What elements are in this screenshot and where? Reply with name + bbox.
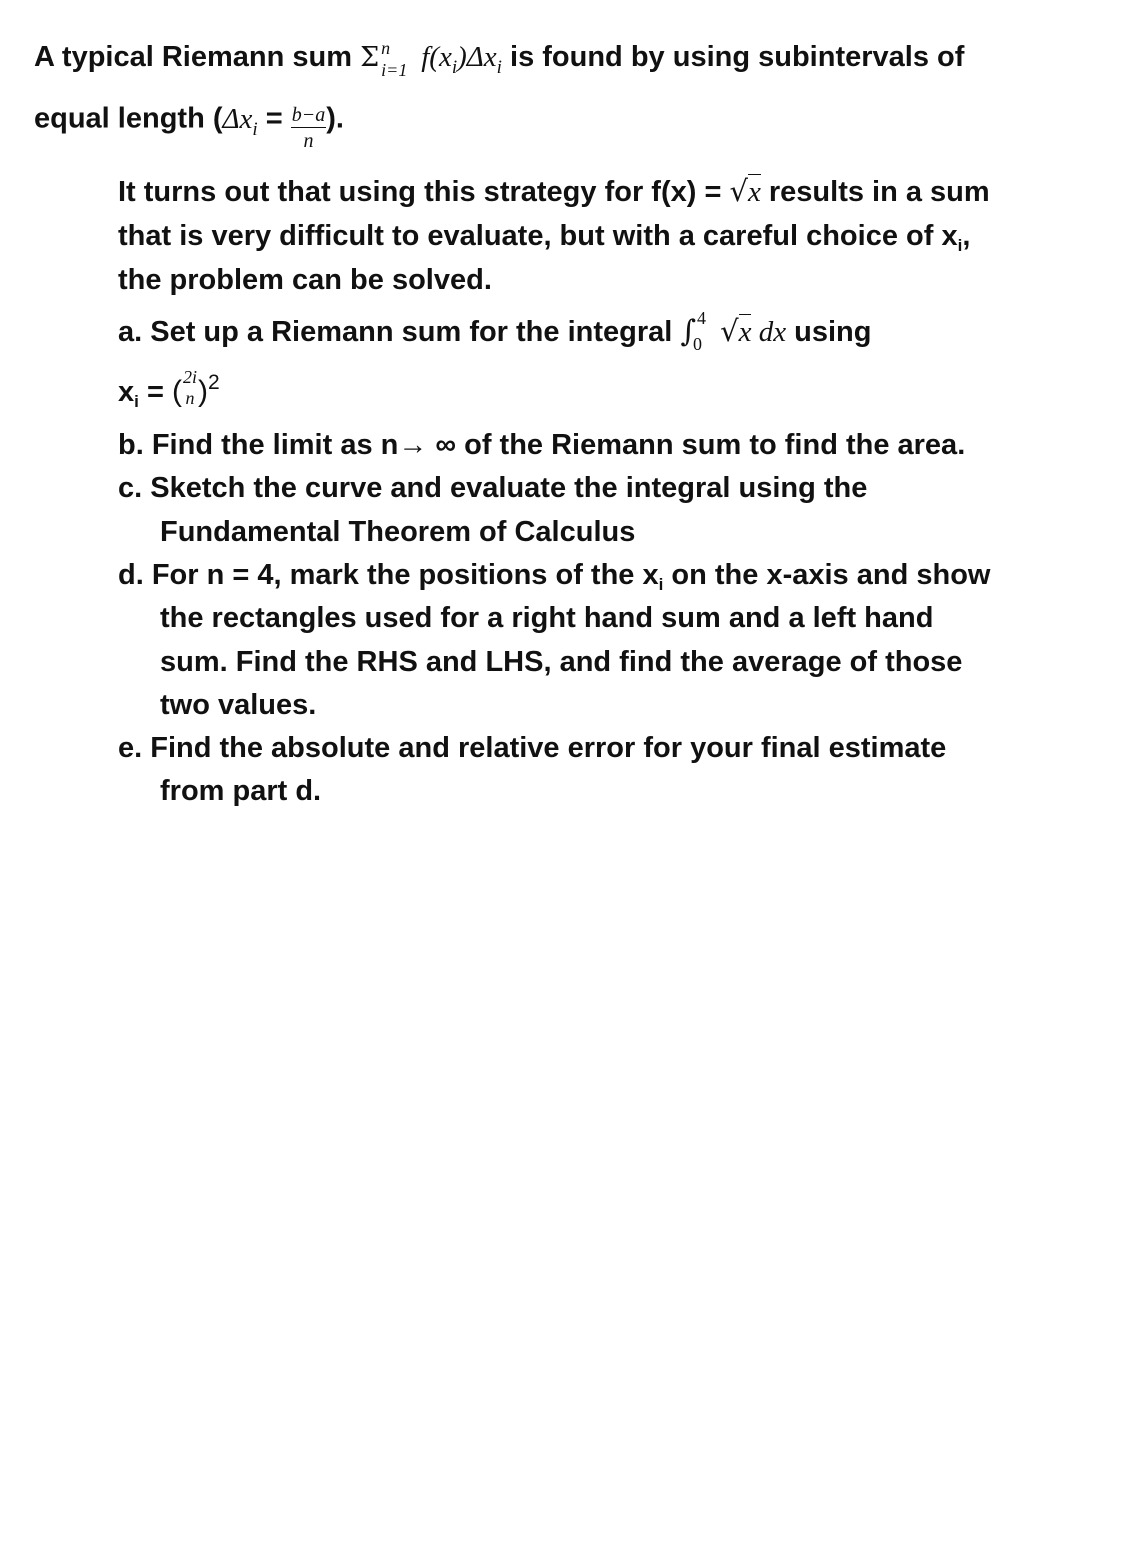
- part-d-line-1: [118, 559, 991, 594]
- xi-close-paren: ): [197, 375, 208, 409]
- paragraph-line-3: the problem can be solved.: [118, 264, 492, 296]
- intro-close-paren: ).: [326, 102, 344, 135]
- part-d-subscript: i: [658, 575, 664, 594]
- part-d-line-3: sum. Find the RHS and LHS, and find the average of those: [160, 646, 963, 678]
- part-c-line-2: Fundamental Theorem of Calculus: [160, 516, 636, 548]
- intro-text-start: A typical Riemann sum: [34, 41, 353, 73]
- paragraph-comma: ,: [962, 220, 971, 252]
- intro-text-equal-length: equal length (: [34, 102, 223, 135]
- delta-x-fraction: $\frac{b-a}{n}$: [291, 104, 326, 152]
- intro-text-end: is found by using subintervals of: [510, 41, 965, 73]
- sqrt-argument: x: [747, 176, 761, 208]
- sum-lower-limit: i=1: [381, 60, 408, 80]
- paragraph-text-1b: results in a sum: [768, 176, 990, 208]
- intro-line-1: [34, 38, 965, 80]
- xi-label: x: [118, 376, 135, 409]
- paragraph-text-2: that is very difficult to evaluate, but with a careful choice of x: [118, 220, 958, 252]
- integral-upper-limit: 4: [697, 308, 707, 328]
- integral-limits: [693, 308, 712, 354]
- xi-fraction: 2i n: [182, 367, 197, 408]
- integrand: x dx: [738, 316, 787, 348]
- part-e-line-1: e. Find the absolute and relative error for your final estimate: [118, 732, 947, 764]
- part-d-line-2: the rectangles used for a right hand sum and a left hand: [160, 602, 934, 634]
- sqrt-symbol: √: [729, 174, 748, 208]
- sigma-symbol: Σ: [360, 42, 380, 73]
- paragraph-line-2: [118, 220, 971, 255]
- xi-equals: =: [146, 376, 164, 409]
- integral-symbol: ∫: [680, 314, 697, 349]
- intro-line-2: [34, 97, 344, 152]
- integrand-sqrt-symbol: √: [720, 314, 739, 348]
- sum-upper-limit: n: [381, 38, 391, 58]
- part-a-using: using: [794, 316, 872, 348]
- paragraph-subscript: i: [957, 236, 963, 255]
- integral-lower-limit: 0: [693, 334, 703, 354]
- paragraph-text-1a: It turns out that using this strategy for f(x) =: [118, 176, 722, 208]
- part-d-text-1b: on the x-axis and show: [671, 559, 991, 591]
- part-d-line-4: two values.: [160, 689, 317, 721]
- xi-subscript: i: [134, 392, 139, 412]
- part-a-line-1: [118, 308, 872, 354]
- part-a-text: a. Set up a Riemann sum for the integral: [118, 316, 673, 348]
- part-d-text-1a: d. For n = 4, mark the positions of the x: [118, 559, 659, 591]
- paragraph-line-1: [118, 174, 990, 208]
- part-e-line-2: from part d.: [160, 775, 322, 807]
- equals-sign: =: [265, 102, 283, 135]
- xi-exponent: 2: [207, 371, 220, 395]
- sum-term: $f(x_i)\Delta x_i$: [421, 41, 502, 78]
- delta-x-symbol: $\Delta x_i$: [222, 102, 258, 140]
- xi-open-paren: (: [171, 375, 182, 409]
- part-b: b. Find the limit as n→ ∞ of the Riemann sum to find the area.: [118, 429, 966, 461]
- part-a-xi-definition: [118, 367, 220, 413]
- sum-limits: [379, 38, 413, 80]
- part-c-line-1: c. Sketch the curve and evaluate the integral using the: [118, 472, 868, 504]
